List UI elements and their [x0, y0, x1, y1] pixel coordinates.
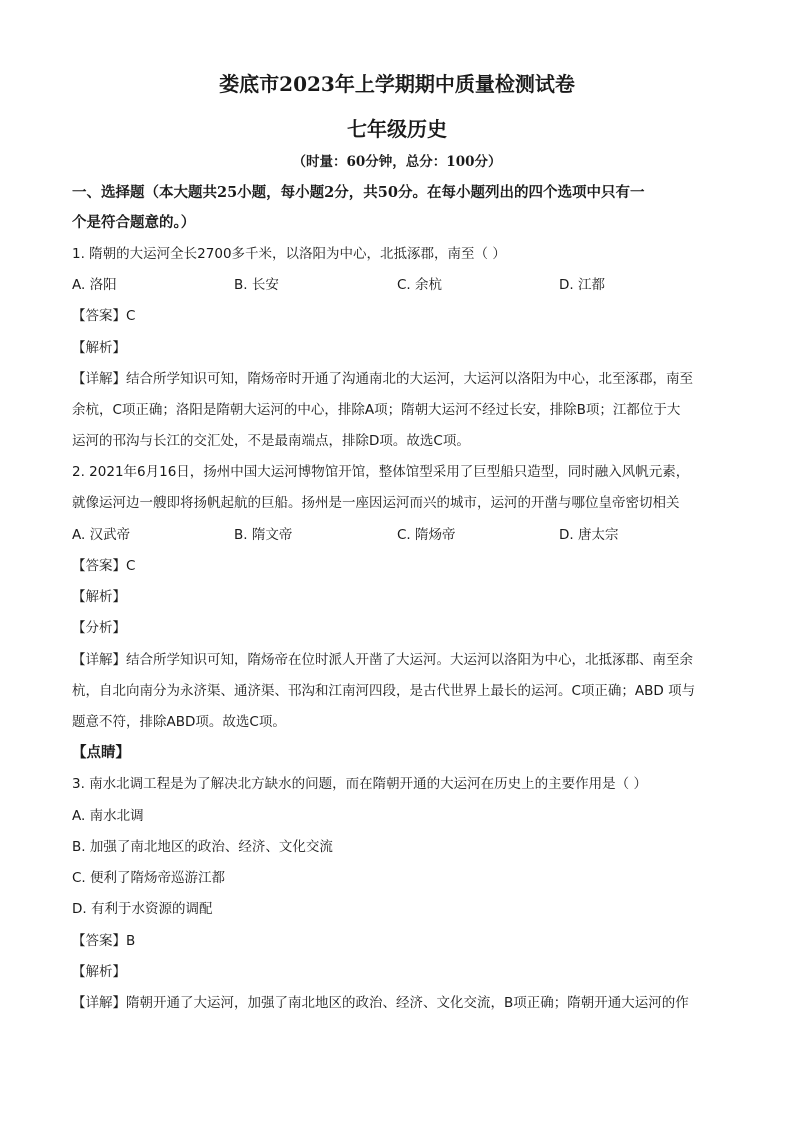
q3-option-d: D. 有利于水资源的调配	[72, 901, 213, 917]
q3-stem: 3. 南水北调工程是为了解决北方缺水的问题，而在隋朝开通的大运河在历史上的主要作用是（ ）	[72, 776, 647, 792]
q2-option-b: B. 隋文帝	[234, 527, 293, 543]
q2-option-c: C. 隋炀帝	[397, 527, 456, 543]
exam-subtitle: 七年级历史	[347, 117, 447, 141]
q1-option-d: D. 江都	[559, 277, 605, 293]
q2-stem-line1: 2. 2021年6月16日，扬州中国大运河博物馆开馆，整体馆型采用了巨型船只造型，同时融入风帆元素，	[72, 464, 690, 480]
q2-detail-line3: 题意不符，排除ABD项。故选C项。	[72, 714, 286, 730]
exam-title: 娄底市2023年上学期期中质量检测试卷	[219, 72, 575, 96]
exam-meta: （时量：60分钟，总分：100分）	[292, 154, 502, 170]
q1-stem: 1. 隋朝的大运河全长2700多千米，以洛阳为中心，北抵涿郡，南至（ ）	[72, 246, 506, 262]
section-heading-line2: 个是符合题意的。）	[72, 214, 196, 231]
q3-analysis-label: 【解析】	[72, 964, 126, 980]
q1-detail-line3: 运河的邗沟与长江的交汇处，不是最南端点，排除D项。故选C项。	[72, 433, 470, 449]
q1-detail-line2: 余杭，C项正确；洛阳是隋朝大运河的中心，排除A项；隋朝大运河不经过长安，排除B项；江都位于大	[72, 402, 681, 418]
q3-answer: 【答案】B	[72, 933, 136, 949]
q3-detail-line1: 【详解】隋朝开通了大运河，加强了南北地区的政治、经济、文化交流，B项正确；隋朝开通大运河的作	[72, 995, 689, 1011]
q1-option-b: B. 长安	[234, 277, 279, 293]
q2-dianjing-label: 【点睛】	[72, 744, 130, 761]
q3-option-c: C. 便利了隋炀帝巡游江都	[72, 870, 226, 886]
q3-option-b: B. 加强了南北地区的政治、经济、文化交流	[72, 839, 333, 855]
section-heading-line1: 一、选择题（本大题共25小题，每小题2分，共50分。在每小题列出的四个选项中只有一	[72, 184, 645, 201]
q1-option-c: C. 余杭	[397, 277, 443, 293]
q2-option-d: D. 唐太宗	[559, 527, 619, 543]
q2-analysis-label: 【解析】	[72, 589, 126, 605]
q2-detail-line1: 【详解】结合所学知识可知，隋炀帝在位时派人开凿了大运河。大运河以洛阳为中心，北抵涿郡、南至余	[72, 652, 693, 668]
q1-detail-line1: 【详解】结合所学知识可知，隋炀帝时开通了沟通南北的大运河，大运河以洛阳为中心，北至涿郡，南至	[72, 371, 693, 387]
q2-stem-line2: 就像运河边一艘即将扬帆起航的巨船。扬州是一座因运河而兴的城市，运河的开凿与哪位皇帝密切相关	[72, 495, 680, 511]
q2-answer: 【答案】C	[72, 558, 136, 574]
q2-option-a: A. 汉武帝	[72, 527, 131, 543]
q2-detail-line2: 杭，自北向南分为永济渠、通济渠、邗沟和江南河四段，是古代世界上最长的运河。C项正确；ABD 项与	[72, 683, 696, 699]
q1-analysis-label: 【解析】	[72, 340, 126, 356]
q1-answer: 【答案】C	[72, 308, 136, 324]
q2-fenxi-label: 【分析】	[72, 620, 126, 636]
q1-option-a: A. 洛阳	[72, 277, 117, 293]
q3-option-a: A. 南水北调	[72, 808, 144, 824]
